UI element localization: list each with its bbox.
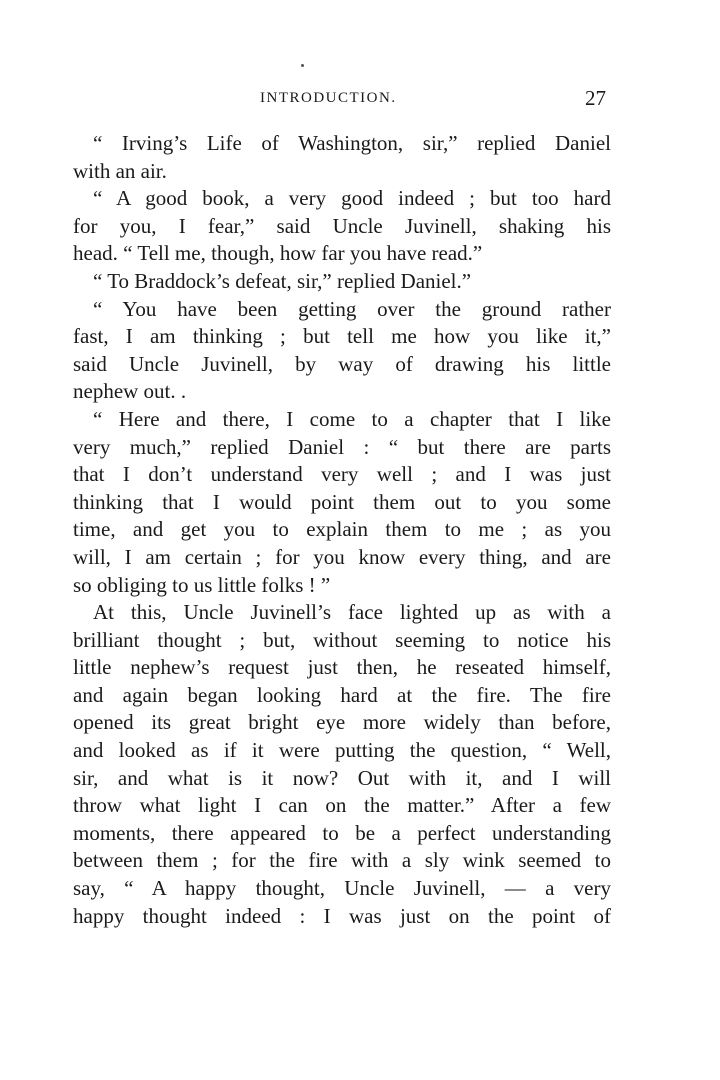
text-line: for you, I fear,” said Uncle Juvinell, shaking his xyxy=(73,213,611,238)
text-line: happy thought indeed : I was just on the point of xyxy=(73,903,611,928)
text-line: said Uncle Juvinell, by way of drawing his little xyxy=(73,351,611,376)
text-line: time, and get you to explain them to me ; as you xyxy=(73,517,611,542)
text-line: with an air. xyxy=(73,158,167,183)
text-line: head. “ Tell me, though, how far you have read.” xyxy=(73,241,483,266)
text-line: At this, Uncle Juvinell’s face lighted up as with a xyxy=(93,600,611,625)
page-number: 27 xyxy=(585,86,606,110)
text-line: thinking that I would point them out to you some xyxy=(73,489,611,514)
text-line: “ Here and there, I come to a chapter that I like xyxy=(93,406,611,431)
text-line: “ To Braddock’s defeat, sir,” replied Daniel.” xyxy=(93,268,472,293)
text-line: say, “ A happy thought, Uncle Juvinell, — a very xyxy=(73,876,611,901)
text-line: moments, there appeared to be a perfect understanding xyxy=(73,820,611,845)
text-line: little nephew’s request just then, he reseated himself, xyxy=(73,655,611,680)
text-line: and again began looking hard at the fire. The fire xyxy=(73,682,611,707)
text-line: and looked as if it were putting the question, “ Well, xyxy=(73,738,611,763)
text-line: fast, I am thinking ; but tell me how you like it,” xyxy=(73,324,611,349)
body-text xyxy=(73,130,611,930)
text-line: brilliant thought ; but, without seeming to notice his xyxy=(73,627,611,652)
ink-speck xyxy=(301,64,304,67)
text-line: “ You have been getting over the ground rather xyxy=(93,296,611,321)
text-line: sir, and what is it now? Out with it, and I will xyxy=(73,765,611,790)
text-line: “ Irving’s Life of Washington, sir,” replied Daniel xyxy=(93,131,611,155)
text-line: will, I am certain ; for you know every thing, and are xyxy=(73,544,611,569)
text-line: nephew out. . xyxy=(73,379,187,404)
text-line: opened its great bright eye more widely than before, xyxy=(73,710,611,735)
text-line: that I don’t understand very well ; and I was just xyxy=(73,462,611,487)
text-line: so obliging to us little folks ! ” xyxy=(73,572,331,597)
text-line: throw what light I can on the matter.” After a few xyxy=(73,793,611,818)
running-head xyxy=(72,86,612,116)
text-line: very much,” replied Daniel : “ but there are parts xyxy=(73,434,611,459)
text-line: “ A good book, a very good indeed ; but too hard xyxy=(93,186,611,211)
section-title: INTRODUCTION. xyxy=(260,90,397,106)
text-line: between them ; for the fire with a sly wink seemed to xyxy=(73,848,611,873)
